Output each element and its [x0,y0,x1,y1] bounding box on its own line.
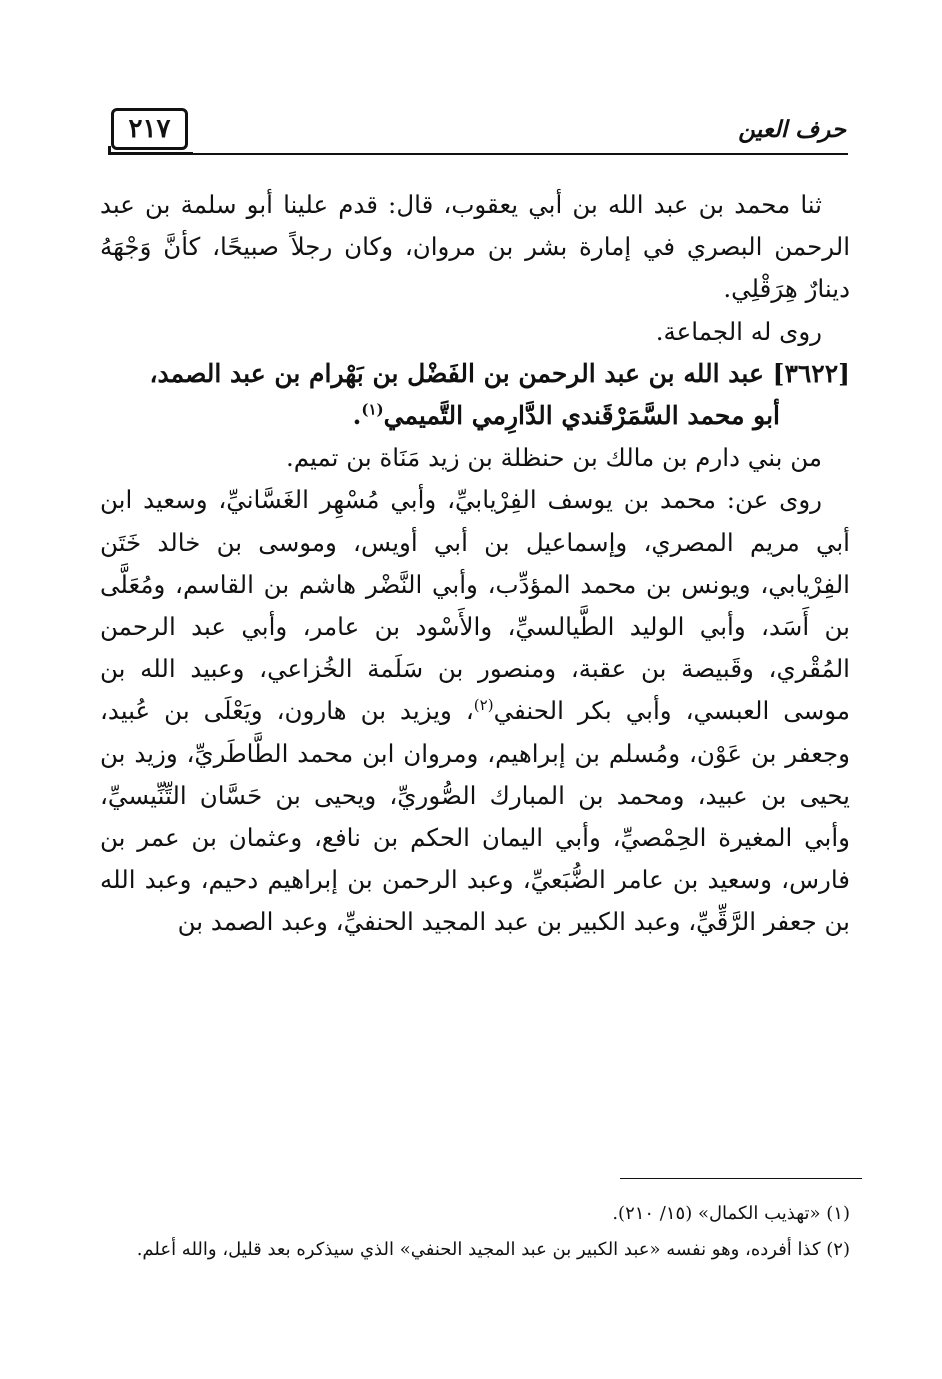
running-title: حرف العين [738,116,846,143]
footnote-ref-1[interactable]: (١) [361,400,384,419]
paragraph-lineage: من بني دارم بن مالك بن حنظلة بن زيد مَنَاة بن تميم. [285,443,822,473]
entry-end: . [352,401,362,431]
entry-name-line2: أبو محمد السَّمَرْقَندي الدَّارِمي التَّميمي [383,401,780,431]
paragraph-narrators [100,479,850,943]
header-rule [108,153,848,155]
footnote-2: (٢) كذا أفرده، وهو نفسه «عبد الكبير بن عبد المجيد الحنفي» الذي سيذكره بعد قليل، والله أعلم. [136,1239,850,1260]
narrators-part1: روى عن: محمد بن يوسف الفِرْيابيِّ، وأبي مُسْهِر الغَسَّانيِّ، وسعيد ابن أبي مريم المصري، وإسماعيل بن أبي أويس، وموسى بن خالد خَتَن الفِرْيابي، ويونس بن محمد المؤدِّب، وأبي النَّضْر هاشم بن القاسم، ومُعَلَّى بن أَسَد، وأبي الوليد الطَّيالسيِّ، والأَسْود بن عامر، وأبي عبد الرحمن المُقْري، وقَبيصة بن عقبة، ومنصور بن سَلَمة الخُزاعي، وعبيد الله بن موسى العبسي، وأبي بكر الحنفي [100,485,850,726]
entry-heading [100,353,850,437]
page-body [100,184,850,944]
footnote-rule [620,1178,862,1179]
footnote-ref-2[interactable]: (٢) [473,696,494,715]
page-number [111,108,188,150]
entry-number: [٣٦٢٢] [772,358,850,388]
narrators-part2: ، ويزيد بن هارون، ويَعْلَى بن عُبيد، وجعفر بن عَوْن، ومُسلم بن إبراهيم، ومروان ابن محمد الطَّاطَريِّ، وزيد بن يحيى بن عبيد، ومحمد بن المبارك الصُّوريِّ، ويحيى بن حَسَّان التِّنِّيسيِّ، وأبي المغيرة الحِمْصيِّ، وأبي اليمان الحكم بن نافع، وعثمان بن عمر بن فارس، وسعيد بن عامر الضُّبَعيِّ، وعبد الرحمن بن إبراهيم دحيم، وعبد الله بن جعفر الرَّقِّيِّ، وعبد الكبير بن عبد المجيد الحنفيِّ، وعبد الصمد بن [100,696,850,937]
entry-name-line2-wrap [100,395,850,437]
footnotes [96,1196,850,1268]
page-number-text: ٢١٧ [128,114,171,144]
footnote-1: (١) «تهذيب الكمال» (١٥/ ٢١٠). [612,1203,850,1224]
paragraph-intro: ثنا محمد بن عبد الله بن أبي يعقوب، قال: قدم علينا أبو سلمة بن عبد الرحمن البصري في إمارة بشر بن مروان، وكان رجلاً صبيحًا، كأنَّ وَجْهَهُ دينارٌ هِرَقْلِي. [100,190,851,304]
paragraph-narrated-by: روى له الجماعة. [655,316,822,346]
entry-name-line1: عبد الله بن عبد الرحمن بن الفَضْل بن بَهْرام بن عبد الصمد، [149,358,764,388]
